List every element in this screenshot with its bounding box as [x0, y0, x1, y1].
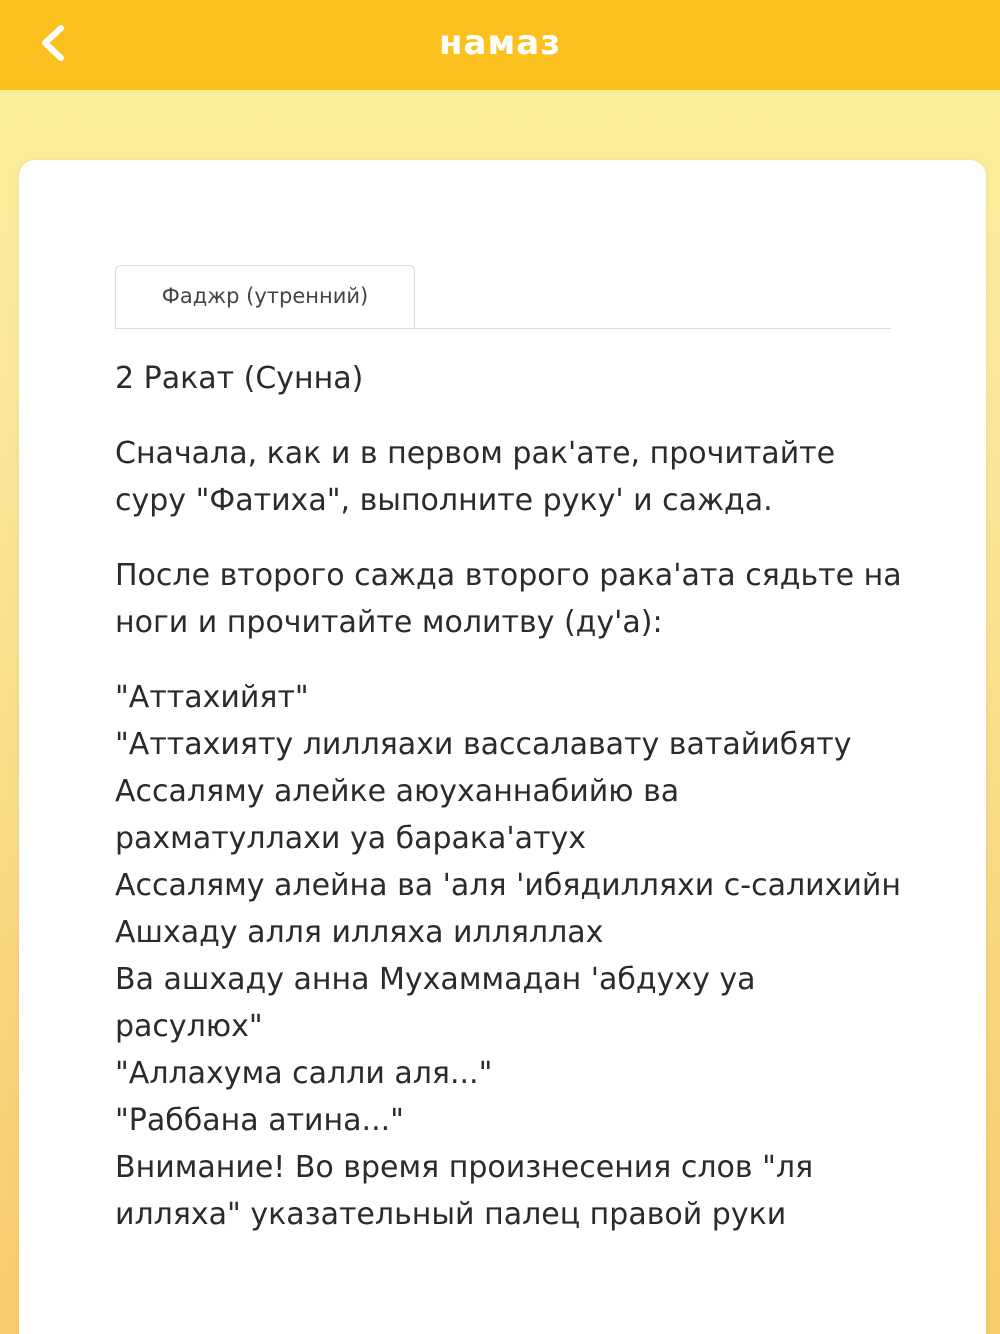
- instruction-paragraph-1: Сначала, как и в первом рак'ате, прочитайте суру "Фатиха", выполните руку' и сажда.: [115, 436, 836, 518]
- instruction-paragraph-2: После второго сажда второго рака'ата сядьте на ноги и прочитайте молитву (ду'а):: [115, 558, 902, 640]
- content-card: [19, 160, 986, 1334]
- prayer-text: [115, 674, 905, 1238]
- prayer-line: "Аттахийят": [115, 680, 309, 715]
- prayer-line: "Аллахума салли аля...": [115, 1056, 493, 1091]
- tab-fajr[interactable]: Фаджр (утренний): [115, 265, 415, 328]
- prayer-line: Ашхаду алля илляха илляллах: [115, 915, 604, 950]
- attention-note: Внимание! Во время произнесения слов "ля илляха" указательный палец правой руки: [115, 1150, 814, 1232]
- prayer-line: "Аттахияту лилляахи вассалавату ватайибяту: [115, 727, 852, 762]
- tab-bar: [115, 265, 891, 329]
- prayer-line: Ва ашхаду анна Мухаммадан 'абдуху уа расулюх": [115, 962, 756, 1044]
- page-title: намаз: [439, 23, 561, 63]
- prayer-content: [115, 355, 905, 1238]
- top-app-bar: [0, 0, 1000, 90]
- prayer-line: Ассаляму алейна ва 'аля 'ибядилляхи с-салихийн: [115, 868, 902, 903]
- prayer-line: Ассаляму алейке аюуханнабийю ва рахматуллахи уа барака'атух: [115, 774, 680, 856]
- prayer-line: "Раббана атина...": [115, 1103, 404, 1138]
- section-heading: 2 Ракат (Сунна): [115, 361, 364, 396]
